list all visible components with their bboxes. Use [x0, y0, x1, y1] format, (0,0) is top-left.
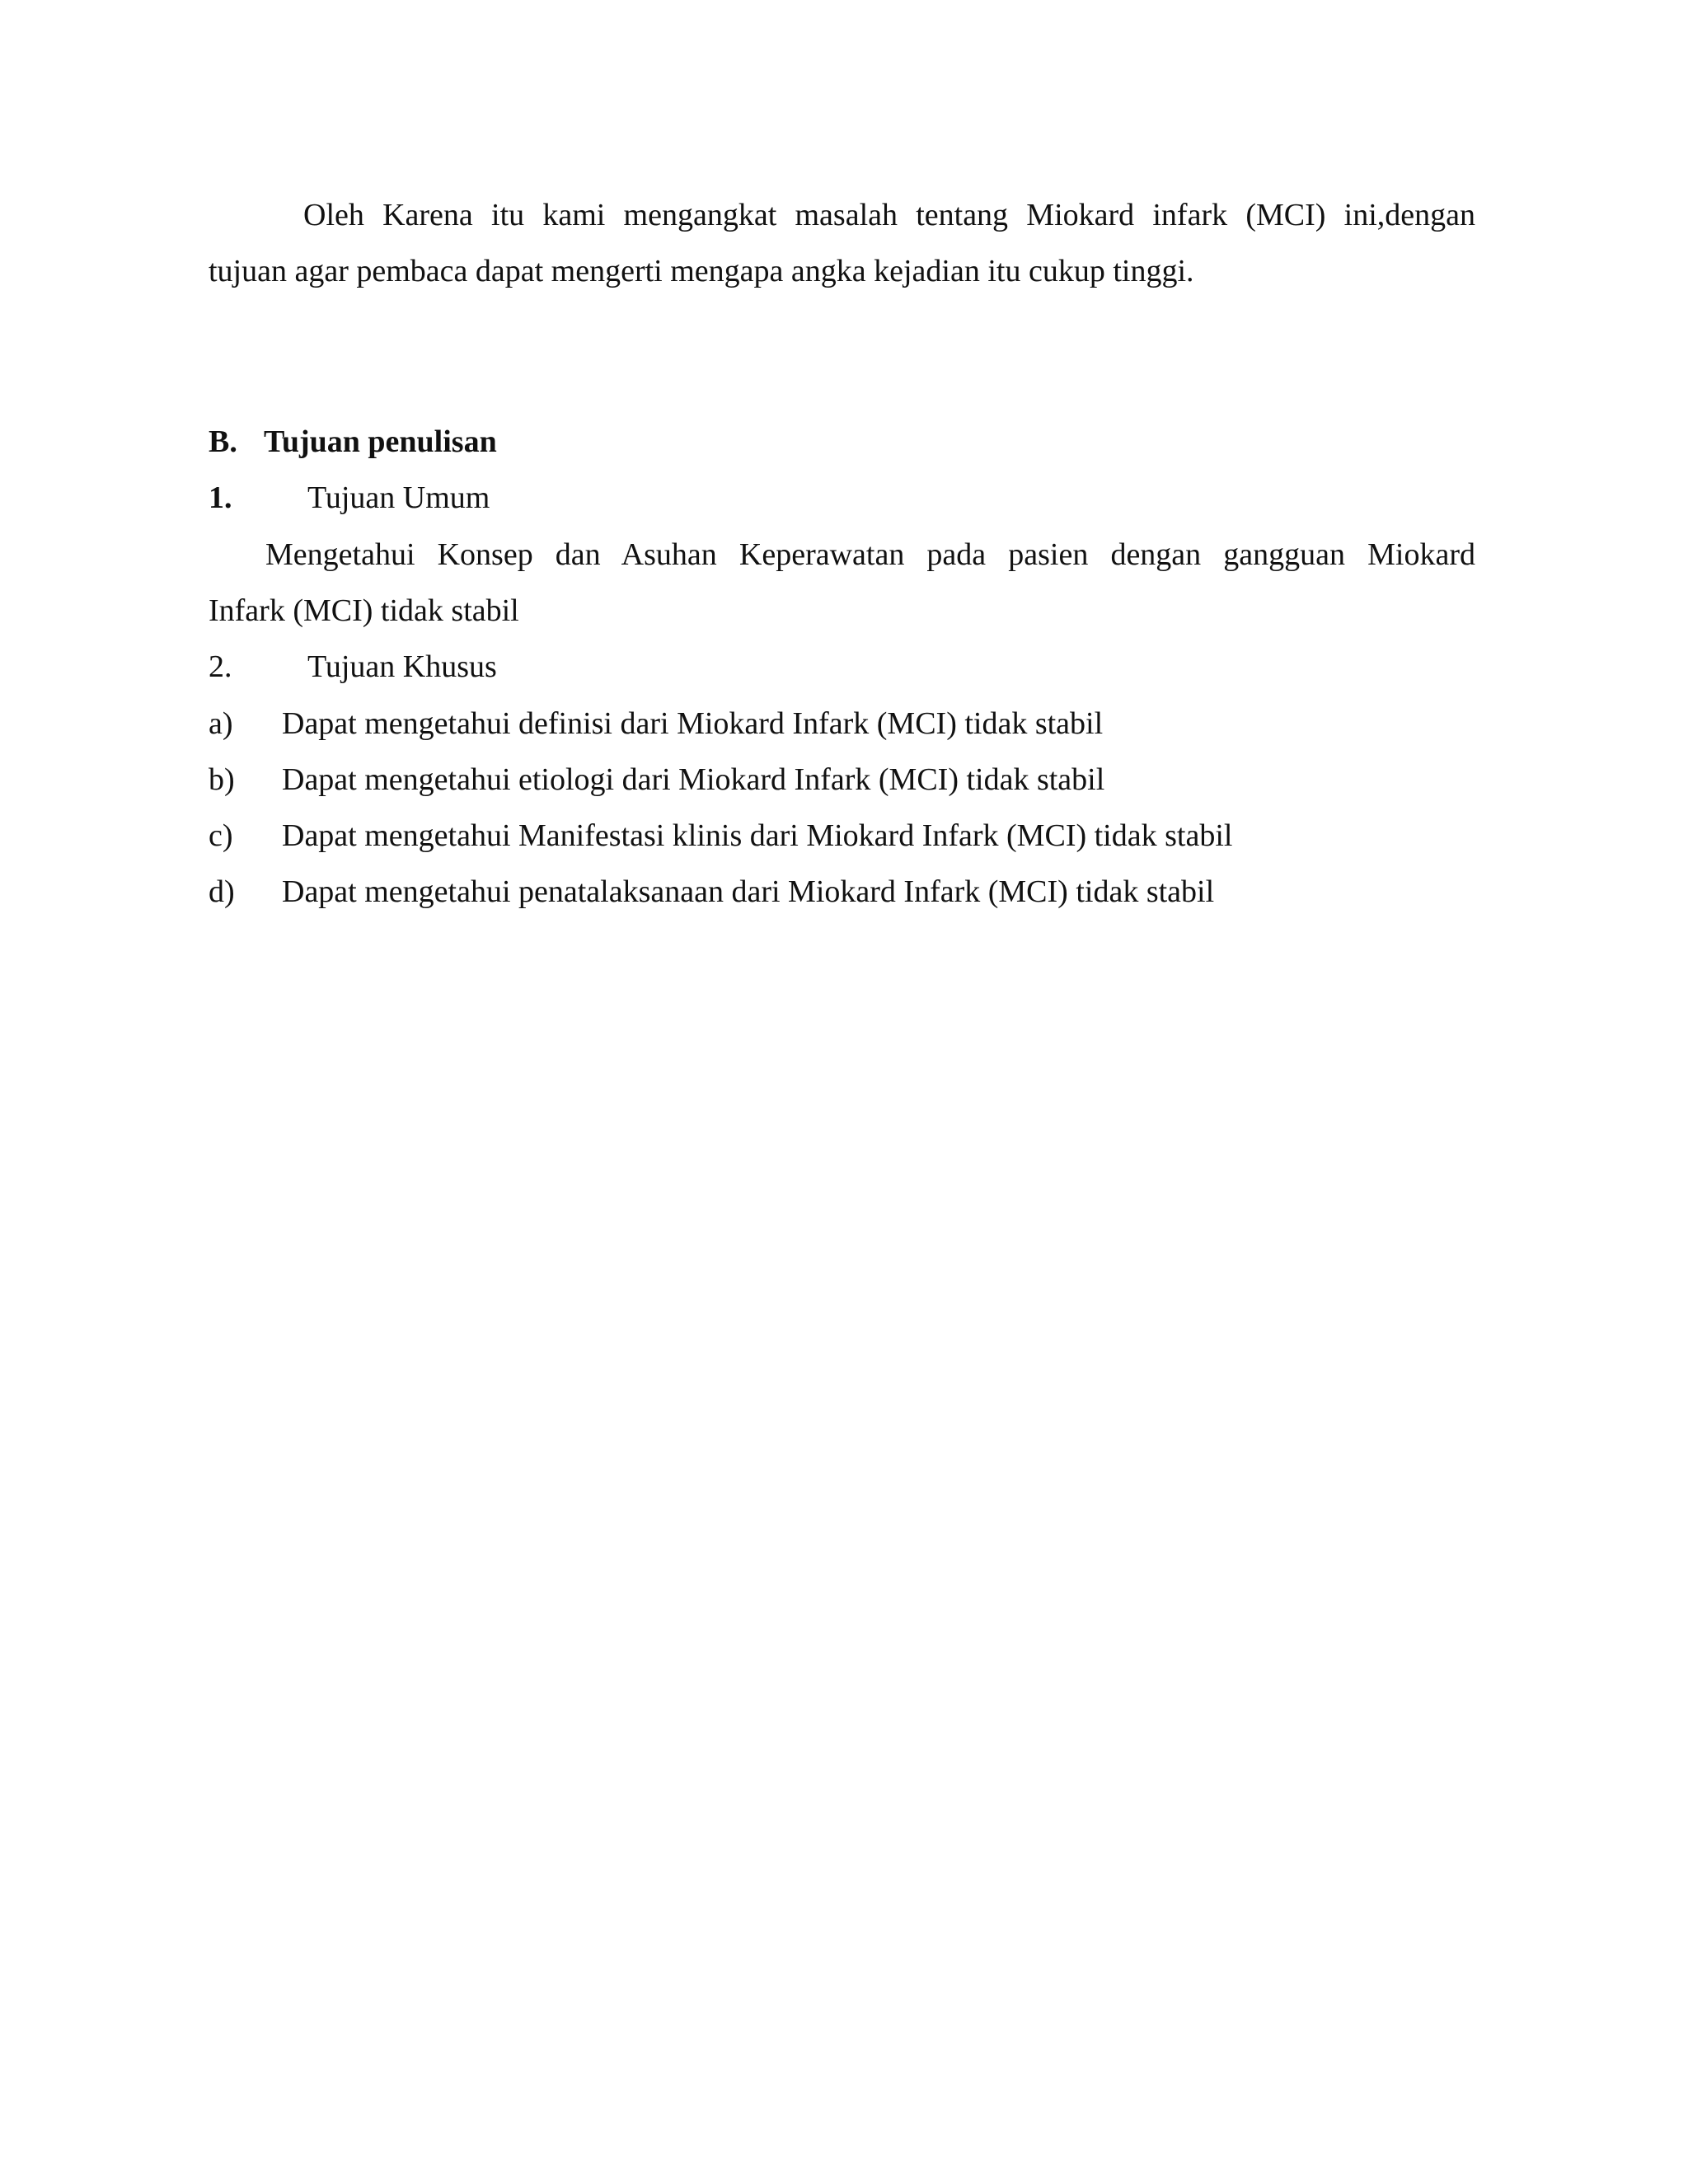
list-item: Dapat mengetahui definisi dari Miokard Infark (MCI) tidak stabil — [282, 706, 1104, 741]
intro-paragraph-line-2: tujuan agar pembaca dapat mengerti mengapa angka kejadian itu cukup tinggi. — [209, 254, 1194, 288]
general-objective-marker: 1. — [209, 480, 232, 515]
specific-objective-marker: 2. — [209, 649, 232, 684]
general-objective-text-line-1: Mengetahui Konsep dan Asuhan Keperawatan pada pasien dengan gangguan Miokard — [265, 537, 1475, 572]
general-objective-title: Tujuan Umum — [307, 480, 490, 515]
general-objective-text-line-2: Infark (MCI) tidak stabil — [209, 593, 519, 628]
list-item-marker: a) — [209, 706, 233, 741]
specific-objective-title: Tujuan Khusus — [307, 649, 497, 684]
list-item-marker: d) — [209, 874, 235, 909]
list-item: Dapat mengetahui Manifestasi klinis dari Miokard Infark (MCI) tidak stabil — [282, 818, 1233, 853]
section-title: Tujuan penulisan — [264, 424, 497, 459]
list-item-marker: b) — [209, 762, 235, 797]
section-marker: B. — [209, 424, 237, 459]
list-item: Dapat mengetahui penatalaksanaan dari Miokard Infark (MCI) tidak stabil — [282, 874, 1215, 909]
intro-paragraph-line-1: Oleh Karena itu kami mengangkat masalah tentang Miokard infark (MCI) ini,dengan — [303, 198, 1475, 232]
list-item: Dapat mengetahui etiologi dari Miokard Infark (MCI) tidak stabil — [282, 762, 1105, 797]
list-item-marker: c) — [209, 818, 233, 853]
document-body — [209, 0, 1475, 2184]
